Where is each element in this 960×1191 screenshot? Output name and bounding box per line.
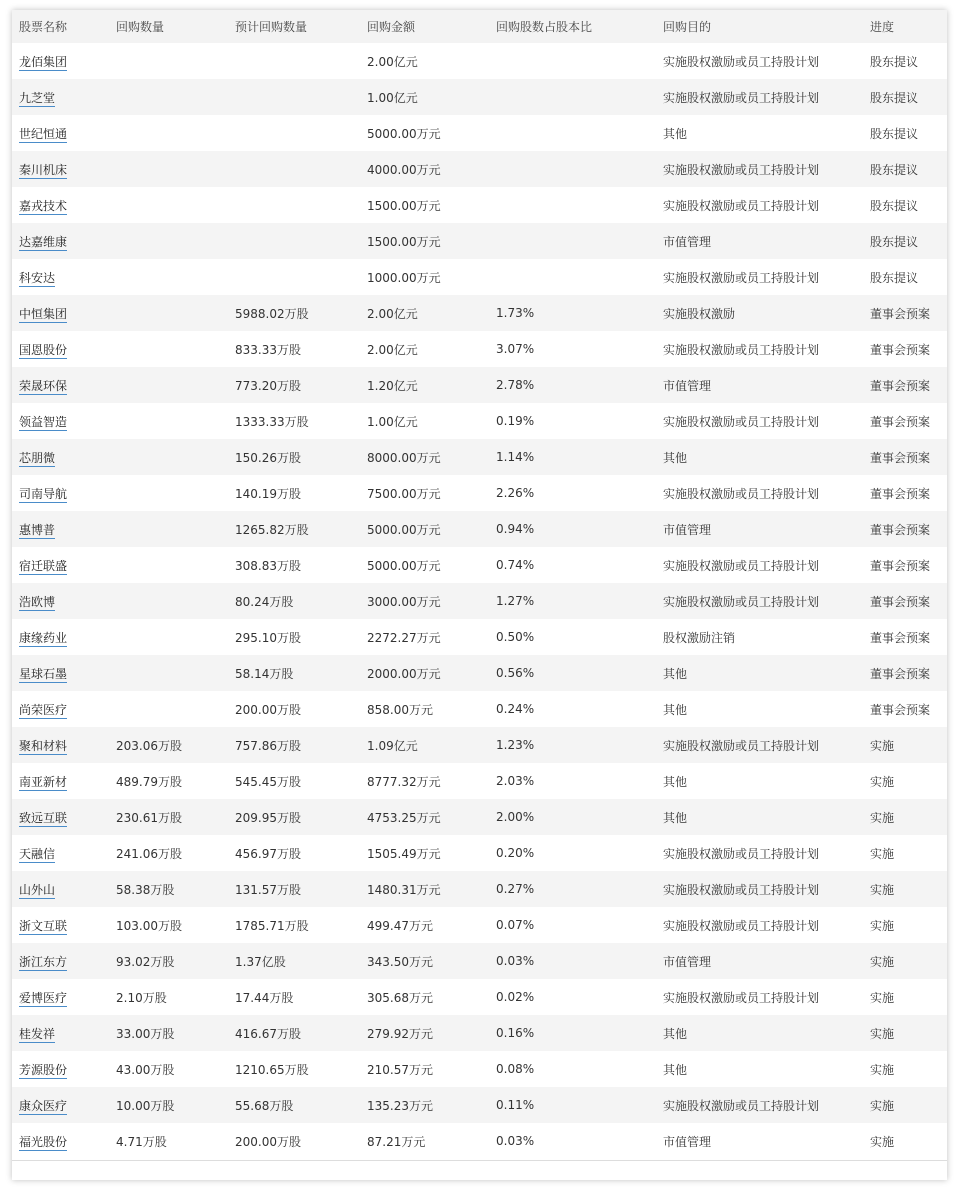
buyback-amount-cell: 1.00亿元 [367,414,418,429]
share-ratio-cell: 0.24% [496,702,535,716]
buyback-amount-cell: 3000.00万元 [367,594,441,609]
purpose-cell: 实施股权激励或员工持股计划 [663,594,820,609]
stock-name-link[interactable]: 嘉戎技术 [19,198,68,213]
est-buyback-qty-cell: 131.57万股 [235,882,301,897]
table-row [12,475,947,511]
stock-name-cell [12,619,109,655]
purpose-cell: 实施股权激励或员工持股计划 [663,486,820,501]
est-buyback-qty-cell: 58.14万股 [235,666,294,681]
buyback-amount-cell: 1.09亿元 [367,738,418,753]
table-row [12,187,947,223]
stock-name-cell [12,763,109,799]
stock-name-link[interactable]: 康缘药业 [19,630,68,645]
stock-name-link[interactable]: 中恒集团 [19,306,68,321]
buyback-amount-cell: 8000.00万元 [367,450,441,465]
buyback-qty-cell [109,655,228,691]
est-buyback-qty-cell: 140.19万股 [235,486,301,501]
share-ratio-cell [489,187,656,223]
purpose-cell: 其他 [663,702,688,717]
stock-name-link[interactable]: 龙佰集团 [19,54,68,69]
column-header-buyback-amount[interactable]: 回购金额 [367,20,416,34]
buyback-qty-cell [109,367,228,403]
stock-name-link[interactable]: 浙江东方 [19,954,68,969]
buyback-qty-cell: 241.06万股 [116,846,182,861]
progress-cell: 实施 [870,738,895,753]
table-row [12,1087,947,1123]
est-buyback-qty-cell [228,43,360,79]
est-buyback-qty-cell: 1210.65万股 [235,1062,309,1077]
table-row [12,691,947,727]
progress-cell: 董事会预案 [870,558,931,573]
est-buyback-qty-cell: 17.44万股 [235,990,294,1005]
progress-cell: 股东提议 [870,270,919,285]
est-buyback-qty-cell: 295.10万股 [235,630,301,645]
stock-name-link[interactable]: 世纪恒通 [19,126,68,141]
share-ratio-cell [489,115,656,151]
column-header-buyback-qty[interactable]: 回购数量 [116,20,165,34]
purpose-cell: 实施股权激励或员工持股计划 [663,738,820,753]
stock-name-link[interactable]: 达嘉维康 [19,234,68,249]
share-ratio-cell: 2.03% [496,774,535,788]
table-row [12,727,947,763]
purpose-cell: 实施股权激励 [663,306,736,321]
table-row [12,79,947,115]
buyback-amount-cell: 1505.49万元 [367,846,441,861]
buyback-qty-cell [109,439,228,475]
table-row [12,619,947,655]
buyback-qty-cell [109,223,228,259]
purpose-cell: 其他 [663,1062,688,1077]
stock-name-link[interactable]: 九芝堂 [19,90,56,105]
progress-cell: 实施 [870,954,895,969]
buyback-qty-cell: 103.00万股 [116,918,182,933]
purpose-cell: 市值管理 [663,522,712,537]
stock-name-cell [12,79,109,115]
stock-name-link[interactable]: 浩欧博 [19,594,56,609]
purpose-cell: 实施股权激励或员工持股计划 [663,918,820,933]
buyback-amount-cell: 1000.00万元 [367,270,441,285]
buyback-qty-cell [109,691,228,727]
buyback-qty-cell: 2.10万股 [116,990,167,1005]
buyback-qty-cell [109,331,228,367]
progress-cell: 董事会预案 [870,486,931,501]
stock-name-cell [12,943,109,979]
share-ratio-cell: 0.11% [496,1098,535,1112]
share-ratio-cell: 0.20% [496,846,535,860]
buyback-amount-cell: 305.68万元 [367,990,433,1005]
purpose-cell: 实施股权激励或员工持股计划 [663,270,820,285]
table-bottom-divider [12,1160,947,1161]
est-buyback-qty-cell: 773.20万股 [235,378,301,393]
progress-cell: 实施 [870,990,895,1005]
purpose-cell: 实施股权激励或员工持股计划 [663,846,820,861]
table-row [12,979,947,1015]
est-buyback-qty-cell: 308.83万股 [235,558,301,573]
progress-cell: 董事会预案 [870,630,931,645]
share-ratio-cell: 1.14% [496,450,535,464]
stock-name-cell [12,799,109,835]
column-header-share-ratio[interactable]: 回购股数占股本比 [496,20,593,34]
buyback-amount-cell: 2.00亿元 [367,306,418,321]
est-buyback-qty-cell: 200.00万股 [235,1134,301,1149]
table-header-row [12,10,947,43]
buyback-qty-cell: 203.06万股 [116,738,182,753]
table-row [12,43,947,79]
buyback-qty-cell: 489.79万股 [116,774,182,789]
stock-name-cell [12,295,109,331]
stock-name-cell [12,835,109,871]
table-row [12,943,947,979]
progress-cell: 董事会预案 [870,594,931,609]
buyback-table [12,10,947,1159]
table-row [12,547,947,583]
purpose-cell: 其他 [663,1026,688,1041]
stock-name-cell [12,115,109,151]
buyback-qty-cell: 58.38万股 [116,882,175,897]
stock-name-cell [12,511,109,547]
share-ratio-cell: 0.74% [496,558,535,572]
stock-name-cell [12,259,109,295]
progress-cell: 股东提议 [870,162,919,177]
share-ratio-cell: 2.78% [496,378,535,392]
est-buyback-qty-cell: 5988.02万股 [235,306,309,321]
est-buyback-qty-cell [228,79,360,115]
buyback-amount-cell: 1.00亿元 [367,90,418,105]
stock-name-link[interactable]: 浙文互联 [19,918,68,933]
progress-cell: 实施 [870,846,895,861]
stock-name-link[interactable]: 宿迁联盛 [19,558,68,573]
column-header-purpose[interactable]: 回购目的 [663,20,712,34]
purpose-cell: 其他 [663,666,688,681]
buyback-amount-cell: 5000.00万元 [367,522,441,537]
share-ratio-cell [489,43,656,79]
stock-name-cell [12,151,109,187]
stock-name-link[interactable]: 芳源股份 [19,1062,68,1077]
buyback-qty-cell [109,403,228,439]
table-row [12,583,947,619]
stock-name-cell [12,907,109,943]
stock-name-cell [12,727,109,763]
table-row [12,403,947,439]
buyback-amount-cell: 5000.00万元 [367,558,441,573]
buyback-amount-cell: 8777.32万元 [367,774,441,789]
buyback-amount-cell: 499.47万元 [367,918,433,933]
buyback-qty-cell [109,295,228,331]
share-ratio-cell [489,259,656,295]
est-buyback-qty-cell [228,187,360,223]
share-ratio-cell [489,151,656,187]
purpose-cell: 其他 [663,774,688,789]
stock-name-cell [12,1015,109,1051]
buyback-qty-cell [109,187,228,223]
buyback-table-panel [12,10,947,1180]
stock-name-link[interactable]: 尚荣医疗 [19,702,68,717]
stock-name-link[interactable]: 桂发祥 [19,1026,56,1041]
share-ratio-cell: 0.19% [496,414,535,428]
est-buyback-qty-cell: 757.86万股 [235,738,301,753]
buyback-qty-cell [109,79,228,115]
purpose-cell: 实施股权激励或员工持股计划 [663,90,820,105]
progress-cell: 实施 [870,1134,895,1149]
share-ratio-cell: 3.07% [496,342,535,356]
stock-name-cell [12,43,109,79]
stock-name-cell [12,439,109,475]
est-buyback-qty-cell: 80.24万股 [235,594,294,609]
column-header-est-buyback-qty[interactable]: 预计回购数量 [235,20,308,34]
share-ratio-cell [489,223,656,259]
progress-cell: 实施 [870,1026,895,1041]
buyback-amount-cell: 1480.31万元 [367,882,441,897]
purpose-cell: 其他 [663,126,688,141]
share-ratio-cell: 0.03% [496,1134,535,1148]
table-row [12,367,947,403]
table-row [12,115,947,151]
table-row [12,295,947,331]
buyback-qty-cell: 93.02万股 [116,954,175,969]
buyback-qty-cell [109,259,228,295]
table-row [12,151,947,187]
est-buyback-qty-cell [228,151,360,187]
stock-name-link[interactable]: 芯朋微 [19,450,56,465]
share-ratio-cell: 1.73% [496,306,535,320]
buyback-qty-cell [109,583,228,619]
buyback-amount-cell: 1500.00万元 [367,198,441,213]
table-row [12,1051,947,1087]
purpose-cell: 实施股权激励或员工持股计划 [663,162,820,177]
stock-name-link[interactable]: 爱博医疗 [19,990,68,1005]
share-ratio-cell: 0.16% [496,1026,535,1040]
stock-name-link[interactable]: 领益智造 [19,414,68,429]
buyback-qty-cell [109,43,228,79]
est-buyback-qty-cell: 209.95万股 [235,810,301,825]
est-buyback-qty-cell: 416.67万股 [235,1026,301,1041]
buyback-amount-cell: 279.92万元 [367,1026,433,1041]
stock-name-cell [12,367,109,403]
share-ratio-cell: 1.27% [496,594,535,608]
buyback-amount-cell: 2.00亿元 [367,54,418,69]
stock-name-cell [12,871,109,907]
buyback-qty-cell [109,547,228,583]
purpose-cell: 实施股权激励或员工持股计划 [663,558,820,573]
stock-name-link[interactable]: 山外山 [19,882,56,897]
share-ratio-cell: 2.26% [496,486,535,500]
stock-name-cell [12,403,109,439]
purpose-cell: 股权激励注销 [663,630,736,645]
est-buyback-qty-cell [228,223,360,259]
progress-cell: 董事会预案 [870,342,931,357]
stock-name-link[interactable]: 国恩股份 [19,342,68,357]
buyback-qty-cell [109,619,228,655]
buyback-amount-cell: 135.23万元 [367,1098,433,1113]
est-buyback-qty-cell: 833.33万股 [235,342,301,357]
purpose-cell: 其他 [663,450,688,465]
buyback-amount-cell: 2.00亿元 [367,342,418,357]
share-ratio-cell: 1.23% [496,738,535,752]
stock-name-link[interactable]: 惠博普 [19,522,56,537]
purpose-cell: 市值管理 [663,954,712,969]
buyback-qty-cell [109,475,228,511]
buyback-qty-cell: 33.00万股 [116,1026,175,1041]
stock-name-cell [12,475,109,511]
stock-name-link[interactable]: 司南导航 [19,486,68,501]
column-header-progress[interactable]: 进度 [870,20,895,34]
table-row [12,655,947,691]
progress-cell: 实施 [870,1062,895,1077]
purpose-cell: 实施股权激励或员工持股计划 [663,990,820,1005]
progress-cell: 实施 [870,882,895,897]
stock-name-cell [12,1123,109,1159]
est-buyback-qty-cell: 1333.33万股 [235,414,309,429]
stock-name-cell [12,979,109,1015]
stock-name-cell [12,187,109,223]
buyback-qty-cell [109,511,228,547]
purpose-cell: 实施股权激励或员工持股计划 [663,414,820,429]
buyback-amount-cell: 87.21万元 [367,1134,426,1149]
table-row [12,1123,947,1159]
buyback-amount-cell: 7500.00万元 [367,486,441,501]
stock-name-cell [12,1087,109,1123]
purpose-cell: 实施股权激励或员工持股计划 [663,54,820,69]
share-ratio-cell: 0.07% [496,918,535,932]
share-ratio-cell: 0.08% [496,1062,535,1076]
stock-name-link[interactable]: 聚和材料 [19,738,68,753]
est-buyback-qty-cell: 200.00万股 [235,702,301,717]
progress-cell: 股东提议 [870,54,919,69]
buyback-amount-cell: 343.50万元 [367,954,433,969]
est-buyback-qty-cell: 55.68万股 [235,1098,294,1113]
share-ratio-cell [489,79,656,115]
share-ratio-cell: 0.02% [496,990,535,1004]
progress-cell: 股东提议 [870,234,919,249]
table-row [12,763,947,799]
stock-name-cell [12,655,109,691]
share-ratio-cell: 2.00% [496,810,535,824]
progress-cell: 实施 [870,810,895,825]
progress-cell: 董事会预案 [870,306,931,321]
progress-cell: 实施 [870,1098,895,1113]
table-row [12,871,947,907]
est-buyback-qty-cell: 1265.82万股 [235,522,309,537]
est-buyback-qty-cell: 1785.71万股 [235,918,309,933]
table-row [12,259,947,295]
share-ratio-cell: 0.56% [496,666,535,680]
progress-cell: 董事会预案 [870,522,931,537]
purpose-cell: 实施股权激励或员工持股计划 [663,1098,820,1113]
stock-name-link[interactable]: 南亚新材 [19,774,68,789]
purpose-cell: 其他 [663,810,688,825]
purpose-cell: 实施股权激励或员工持股计划 [663,198,820,213]
table-row [12,511,947,547]
progress-cell: 董事会预案 [870,666,931,681]
table-row [12,835,947,871]
buyback-amount-cell: 210.57万元 [367,1062,433,1077]
progress-cell: 董事会预案 [870,450,931,465]
buyback-amount-cell: 858.00万元 [367,702,433,717]
progress-cell: 董事会预案 [870,414,931,429]
est-buyback-qty-cell [228,259,360,295]
buyback-amount-cell: 2272.27万元 [367,630,441,645]
stock-name-cell [12,691,109,727]
stock-name-link[interactable]: 星球石墨 [19,666,68,681]
est-buyback-qty-cell [228,115,360,151]
progress-cell: 股东提议 [870,126,919,141]
progress-cell: 实施 [870,774,895,789]
progress-cell: 股东提议 [870,198,919,213]
purpose-cell: 市值管理 [663,1134,712,1149]
stock-name-link[interactable]: 康众医疗 [19,1098,68,1113]
est-buyback-qty-cell: 456.97万股 [235,846,301,861]
share-ratio-cell: 0.03% [496,954,535,968]
stock-name-link[interactable]: 致远互联 [19,810,68,825]
buyback-qty-cell: 4.71万股 [116,1134,167,1149]
progress-cell: 实施 [870,918,895,933]
stock-name-cell [12,583,109,619]
column-header-stock-name[interactable]: 股票名称 [19,20,68,34]
stock-name-cell [12,1051,109,1087]
buyback-amount-cell: 4753.25万元 [367,810,441,825]
buyback-qty-cell [109,115,228,151]
progress-cell: 股东提议 [870,90,919,105]
buyback-qty-cell: 230.61万股 [116,810,182,825]
buyback-amount-cell: 2000.00万元 [367,666,441,681]
buyback-amount-cell: 1.20亿元 [367,378,418,393]
stock-name-link[interactable]: 秦川机床 [19,162,68,177]
table-row [12,439,947,475]
est-buyback-qty-cell: 1.37亿股 [235,954,286,969]
stock-name-cell [12,547,109,583]
table-row [12,1015,947,1051]
table-row [12,223,947,259]
progress-cell: 董事会预案 [870,702,931,717]
share-ratio-cell: 0.94% [496,522,535,536]
est-buyback-qty-cell: 150.26万股 [235,450,301,465]
buyback-amount-cell: 1500.00万元 [367,234,441,249]
stock-name-link[interactable]: 天融信 [19,846,56,861]
buyback-qty-cell [109,151,228,187]
share-ratio-cell: 0.50% [496,630,535,644]
stock-name-link[interactable]: 福光股份 [19,1134,68,1149]
purpose-cell: 市值管理 [663,234,712,249]
purpose-cell: 市值管理 [663,378,712,393]
stock-name-link[interactable]: 科安达 [19,270,56,285]
purpose-cell: 实施股权激励或员工持股计划 [663,342,820,357]
table-body [12,43,947,1159]
table-row [12,907,947,943]
buyback-amount-cell: 4000.00万元 [367,162,441,177]
table-row [12,331,947,367]
buyback-qty-cell: 43.00万股 [116,1062,175,1077]
buyback-amount-cell: 5000.00万元 [367,126,441,141]
buyback-qty-cell: 10.00万股 [116,1098,175,1113]
stock-name-link[interactable]: 荣晟环保 [19,378,68,393]
stock-name-cell [12,331,109,367]
share-ratio-cell: 0.27% [496,882,535,896]
stock-name-cell [12,223,109,259]
est-buyback-qty-cell: 545.45万股 [235,774,301,789]
table-row [12,799,947,835]
progress-cell: 董事会预案 [870,378,931,393]
purpose-cell: 实施股权激励或员工持股计划 [663,882,820,897]
